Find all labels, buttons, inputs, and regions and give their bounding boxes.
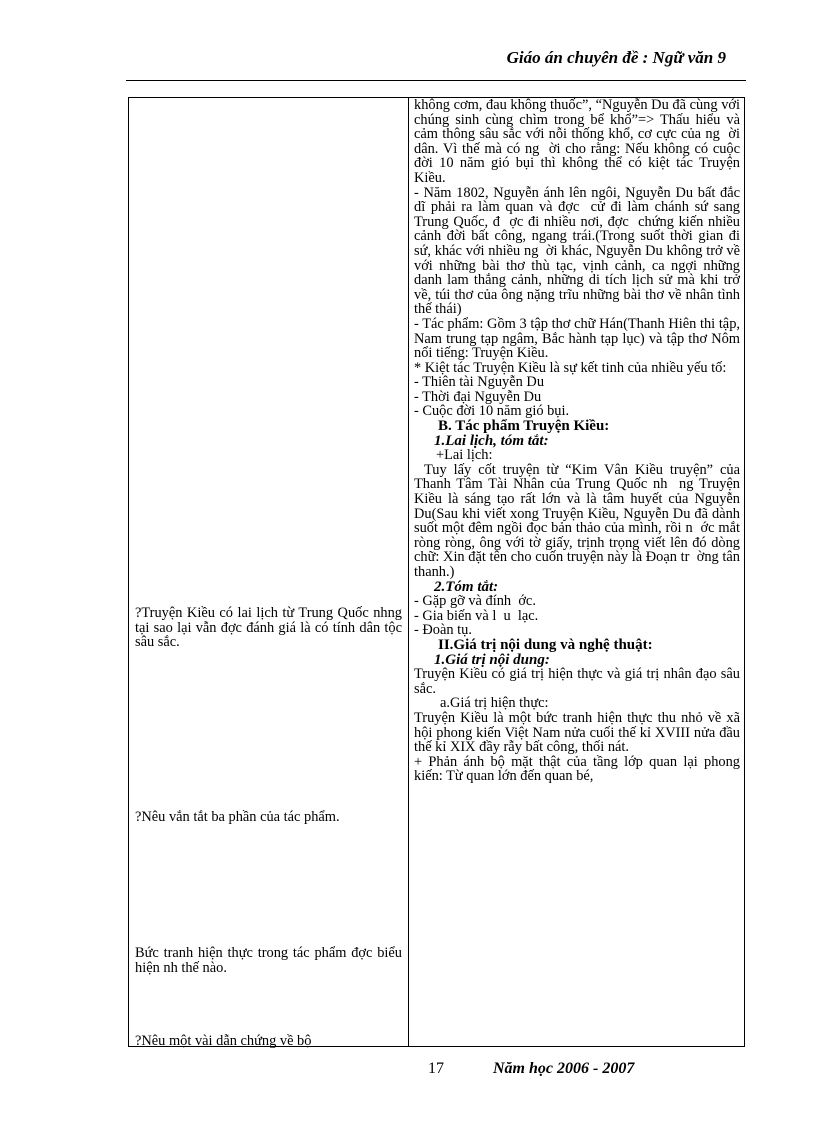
- list-item: - Đoàn tụ.: [414, 622, 472, 639]
- list-item: - Thiên tài Nguyễn Du: [414, 374, 545, 391]
- section-heading-ii: II.Giá trị nội dung và nghệ thuật:: [438, 636, 653, 653]
- teacher-questions-column: [129, 98, 409, 1049]
- school-year: Năm học 2006 - 2007: [493, 1060, 635, 1077]
- header-divider: [126, 80, 746, 81]
- subheading-noi-dung: 1.Giá trị nội dung:: [434, 651, 550, 668]
- paragraph-lai-lich: Tuy lấy cốt truyện từ “Kim Vân Kiều truyện” của Thanh Tâm Tài Nhân của Trung Quốc nh ng Truyện Kiều là sáng tạo rất lớn và là tâm huyết của Nguyễn Du(Sau khi viết xong Truyện Kiều, Nguyễn Du đã dành suốt một đêm ngồi đọc bản thảo của mình, rồi n ớc mắt ròng ròng, ông với tờ giấy, trịnh trọng viết lên đó dòng chữ: Xin đặt tên cho cuốn truyện này là Đoạn tr ờng tân thanh.): [414, 461, 744, 580]
- subheading-hien-thuc: a.Giá trị hiện thực:: [440, 695, 549, 712]
- lai-lich-label: +Lai lịch:: [436, 447, 493, 464]
- paragraph-cuoc-doi: không cơm, đau không thuốc”, “Nguyễn Du đã cùng với chúng sinh cùng chìm trong bể khổ”=> Thấu hiểu và cảm thông sâu sắc với nỗi thống khổ, cơ cực của ng ời dân. Vì thế mà có ng ời cho rằng: Nếu không có cuộc đời 10 năm gió bụi thì không thể có kiệt tác Truyện Kiều.: [414, 97, 744, 186]
- list-item: - Gặp gỡ và đính ớc.: [414, 593, 536, 610]
- page-number: 17: [428, 1060, 444, 1077]
- list-item: - Cuộc đời 10 năm gió bụi.: [414, 403, 570, 420]
- question-ba-phan: ?Nêu vắn tắt ba phần của tác phẩm.: [135, 809, 340, 825]
- paragraph-ket-tinh: * Kiệt tác Truyện Kiều là sự kết tinh của nhiều yếu tố:: [414, 359, 727, 376]
- subheading-tom-tat: 2.Tóm tắt:: [434, 578, 499, 595]
- paragraph-nam-1802: - Năm 1802, Nguyễn ánh lên ngôi, Nguyễn Du bất đắc dĩ phải ra làm quan và đợc cử đi làm chánh sứ sang Trung Quốc, đ ợc đi nhiều nơi, đợc chứng kiến nhiều cảnh đời bất công, ngang trái.(Trong suốt thời gian đi sứ, khác với nhiều ng ời khác, Nguyễn Du không trở về với những bài thơ thù tạc, vịnh cảnh, ca ngợi những danh lam thắng cảnh, những di tích lịch sử mà khi trở về, túi thơ của ông nặng trĩu những bài thơ về nhân tình thế thái): [414, 184, 744, 318]
- list-item: - Gia biến và l u lạc.: [414, 607, 539, 624]
- paragraph-gia-tri: Truyện Kiều có giá trị hiện thực và giá trị nhân đạo sâu sắc.: [414, 666, 744, 697]
- content-column: [409, 98, 744, 1046]
- subheading-lai-lich: 1.Lai lịch, tóm tắt:: [434, 432, 549, 449]
- question-buc-tranh: Bức tranh hiện thực trong tác phẩm đợc biểu hiện nh thế nào.: [135, 945, 402, 976]
- paragraph-tac-pham: - Tác phẩm: Gồm 3 tập thơ chữ Hán(Thanh Hiên thi tập, Nam trung tạp ngâm, Bắc hành tạp lục) và tập thơ Nôm nổi tiếng: Truyện Kiều.: [414, 315, 744, 362]
- section-heading-b: B. Tác phẩm Truyện Kiều:: [438, 418, 610, 435]
- list-item: - Thời đại Nguyễn Du: [414, 388, 542, 405]
- lesson-table: [128, 97, 745, 1047]
- paragraph-quan-lai: + Phản ánh bộ mặt thật của tầng lớp quan lại phong kiến: Từ quan lớn đến quan bé,: [414, 753, 744, 785]
- page-header-title: Giáo án chuyên đề : Ngữ văn 9: [506, 48, 726, 67]
- question-lai-lich: ?Truyện Kiều có lai lịch từ Trung Quốc nhng tại sao lại vẫn đợc đánh giá là có tính dân tộc sâu sắc.: [135, 605, 402, 651]
- question-dan-chung: ?Nêu một vài dẫn chứng về bộ: [135, 1033, 312, 1049]
- paragraph-buc-tranh: Truyện Kiều là một bức tranh hiện thực thu nhỏ về xã hội phong kiến Việt Nam nửa cuối thế kỉ XVIII nửa đầu thế kỉ XIX đầy rẫy bất công, thối nát.: [414, 709, 744, 756]
